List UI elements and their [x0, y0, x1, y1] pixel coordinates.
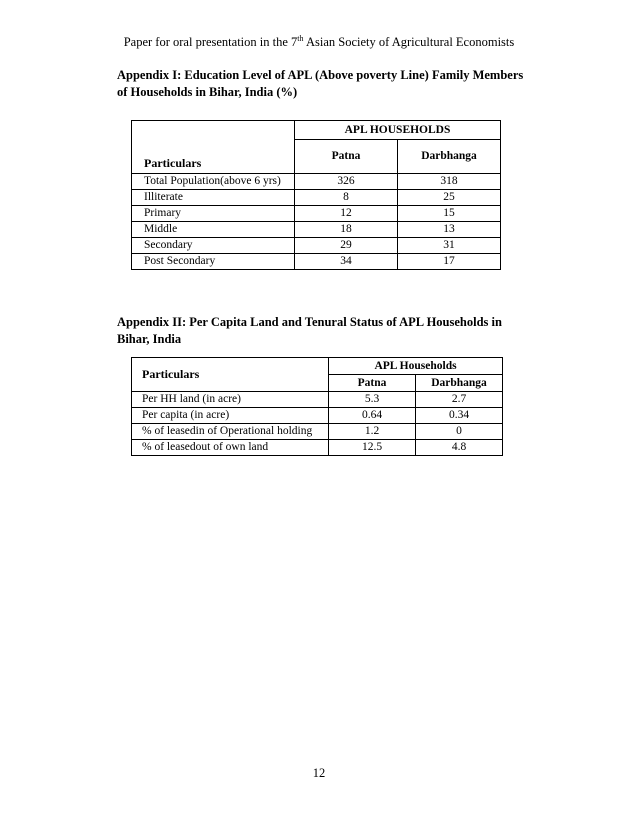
page-header: [0, 34, 638, 50]
row-label: % of leasedin of Operational holding: [132, 424, 329, 440]
darbhanga-value: 0: [416, 424, 503, 440]
darbhanga-header: Darbhanga: [398, 140, 501, 174]
darbhanga-value: 0.34: [416, 408, 503, 424]
darbhanga-value: 13: [398, 222, 501, 238]
row-label: Secondary: [132, 238, 295, 254]
patna-header: Patna: [295, 140, 398, 174]
table-row: [132, 206, 501, 222]
patna-value: 34: [295, 254, 398, 270]
darbhanga-value: 4.8: [416, 440, 503, 456]
row-label: Total Population(above 6 yrs): [132, 174, 295, 190]
appendix-1-caption: Appendix I: Education Level of APL (Above poverty Line) Family Members of Households in Bihar, India (%): [117, 68, 524, 99]
darbhanga-value: 2.7: [416, 392, 503, 408]
row-label: Per capita (in acre): [132, 408, 329, 424]
patna-value: 29: [295, 238, 398, 254]
table-row: [132, 222, 501, 238]
patna-value: 8: [295, 190, 398, 206]
particulars-header: Particulars: [132, 121, 295, 174]
apl-households-header: APL HOUSEHOLDS: [295, 121, 501, 140]
header-superscript: th: [297, 34, 304, 43]
patna-header: Patna: [329, 375, 416, 392]
table-row: [132, 174, 501, 190]
patna-value: 12: [295, 206, 398, 222]
patna-value: 5.3: [329, 392, 416, 408]
patna-value: 326: [295, 174, 398, 190]
table-row: [132, 254, 501, 270]
header-text: Paper for oral presentation in the 7: [123, 35, 298, 50]
patna-value: 18: [295, 222, 398, 238]
darbhanga-value: 15: [398, 206, 501, 222]
darbhanga-value: 31: [398, 238, 501, 254]
row-label: Primary: [132, 206, 295, 222]
darbhanga-value: 25: [398, 190, 501, 206]
row-label: Illiterate: [132, 190, 295, 206]
appendix-2-caption: Appendix II: Per Capita Land and Tenural Status of APL Households in Bihar, India: [117, 315, 502, 346]
apl-households-header: APL Households: [329, 358, 503, 375]
darbhanga-value: 318: [398, 174, 501, 190]
row-label: Middle: [132, 222, 295, 238]
table-row: [132, 392, 503, 408]
patna-value: 12.5: [329, 440, 416, 456]
table-row: [132, 238, 501, 254]
education-level-table: [131, 120, 501, 270]
row-label: Post Secondary: [132, 254, 295, 270]
table-row: [132, 440, 503, 456]
table-row: [132, 408, 503, 424]
patna-value: 0.64: [329, 408, 416, 424]
row-label: Per HH land (in acre): [132, 392, 329, 408]
header-text-end: Asian Society of Agricultural Economists: [303, 35, 515, 50]
page-number: 12: [312, 766, 326, 780]
darbhanga-header: Darbhanga: [416, 375, 503, 392]
patna-value: 1.2: [329, 424, 416, 440]
row-label: % of leasedout of own land: [132, 440, 329, 456]
table-row: [132, 190, 501, 206]
darbhanga-value: 17: [398, 254, 501, 270]
land-tenure-table: [131, 357, 503, 456]
table-row: [132, 424, 503, 440]
particulars-header: Particulars: [132, 358, 329, 392]
